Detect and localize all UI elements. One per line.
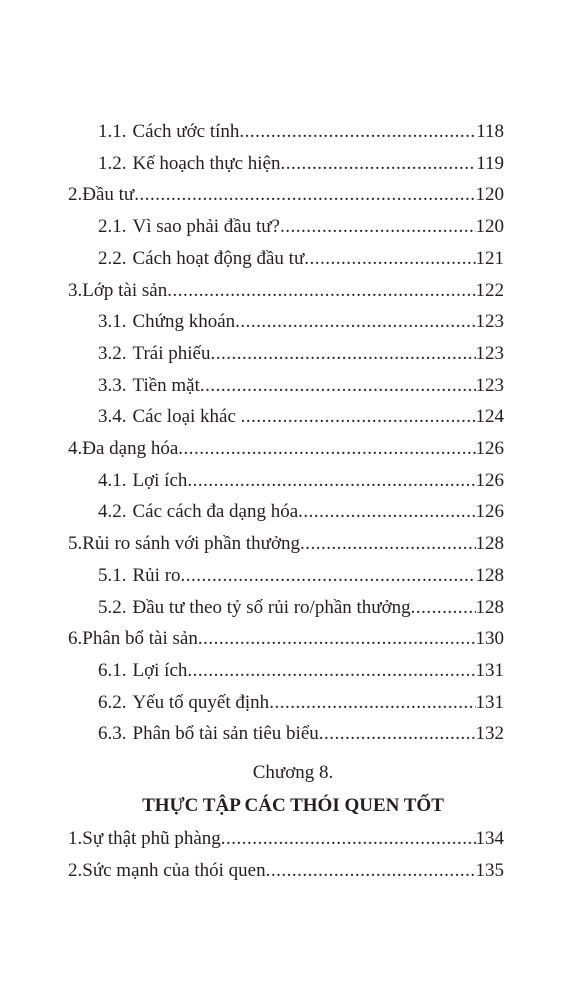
toc-entry-line <box>68 624 504 654</box>
dot-leader <box>134 180 475 210</box>
toc-entry-number: 3.1. <box>98 311 127 332</box>
toc-entry-number: 3.3. <box>98 375 127 396</box>
toc-entry-line <box>98 593 504 623</box>
toc-entry-page-number: 128 <box>475 565 504 586</box>
toc-entry-page-number: 126 <box>475 438 504 459</box>
toc-entry-line <box>98 371 504 401</box>
toc-entry-title: Rủi ro <box>132 565 181 586</box>
toc-entry-line <box>98 656 504 686</box>
toc-entry-page-number: 131 <box>475 692 504 713</box>
toc-entry-title: Phân bổ tài sản <box>82 628 198 649</box>
toc-entry-page-number: 128 <box>475 533 504 554</box>
toc-entry-number: 2.2. <box>98 248 127 269</box>
toc-entry-number: 1. <box>68 828 83 849</box>
toc-entry-number: 3.4. <box>98 406 127 427</box>
toc-entry <box>0 180 586 210</box>
toc-entry <box>0 624 586 654</box>
toc-entry-title: Lợi ích <box>132 470 188 491</box>
toc-entry-line <box>68 529 504 559</box>
chapter-title: THỰC TẬP CÁC THÓI QUEN TỐT <box>142 795 444 816</box>
toc-entry-line <box>98 688 504 718</box>
dot-leader <box>411 593 476 623</box>
toc-entry <box>0 307 586 337</box>
toc-entry-page-number: 123 <box>475 375 504 396</box>
toc-entry-line <box>98 117 504 147</box>
toc-entry <box>0 117 586 147</box>
toc-entry-title: Các cách đa dạng hóa <box>132 501 299 522</box>
toc-entry-page-number: 131 <box>475 660 504 681</box>
toc-entry-title: Đầu tư theo tỷ số rủi ro/phần thưởng <box>132 597 411 618</box>
toc-entry-line <box>98 402 504 432</box>
toc-entry-line <box>98 149 504 179</box>
toc-entry-title: Các loại khác <box>132 406 241 427</box>
toc-entry-number: 2. <box>68 184 83 205</box>
dot-leader <box>304 244 475 274</box>
toc-entry <box>0 371 586 401</box>
toc-entry-title: Lớp tài sản <box>82 280 168 301</box>
dot-leader <box>280 212 476 242</box>
toc-entry-page-number: 122 <box>475 280 504 301</box>
dot-leader <box>269 688 475 718</box>
dot-leader <box>300 529 476 559</box>
toc-entry-line <box>98 212 504 242</box>
toc-entry-page-number: 120 <box>475 184 504 205</box>
toc-entry <box>0 244 586 274</box>
toc-entry-page-number: 135 <box>475 860 504 881</box>
toc-entry-number: 6.2. <box>98 692 127 713</box>
toc-entry <box>0 688 586 718</box>
toc-entry-line <box>98 244 504 274</box>
toc-entry-line <box>68 434 504 464</box>
toc-entry-page-number: 119 <box>476 153 504 174</box>
toc-entry-page-number: 126 <box>475 470 504 491</box>
toc-entry-title: Phân bổ tài sản tiêu biểu <box>132 723 319 744</box>
toc-entry-number: 5.2. <box>98 597 127 618</box>
toc-entry-page-number: 130 <box>475 628 504 649</box>
dot-leader <box>178 434 475 464</box>
dot-leader <box>200 371 476 401</box>
toc-entry-title: Vì sao phải đầu tư? <box>132 216 280 237</box>
toc-entry-title: Kế hoạch thực hiện <box>132 153 281 174</box>
toc-entry-number: 6.3. <box>98 723 127 744</box>
dot-leader <box>241 402 476 432</box>
toc-entry-number: 2. <box>68 860 83 881</box>
toc-entry <box>0 276 586 306</box>
toc-entry <box>0 212 586 242</box>
toc-entry-title: Cách ước tính <box>132 121 240 142</box>
dot-leader <box>239 117 476 147</box>
toc-entry <box>0 529 586 559</box>
dot-leader <box>210 339 475 369</box>
toc-entry-line <box>68 824 504 854</box>
chapter-label: Chương 8. <box>252 762 334 783</box>
dot-leader <box>235 307 475 337</box>
toc-entry-number: 6. <box>68 628 83 649</box>
dot-leader <box>198 624 476 654</box>
toc-entry-number: 2.1. <box>98 216 127 237</box>
toc-entry-line <box>68 856 504 886</box>
toc-entry <box>0 561 586 591</box>
toc-entry-number: 6.1. <box>98 660 127 681</box>
toc-entry <box>0 824 586 854</box>
toc-entry-line <box>98 466 504 496</box>
toc-entry-number: 5.1. <box>98 565 127 586</box>
toc-entry <box>0 149 586 179</box>
toc-entry-title: Sức mạnh của thói quen <box>82 860 266 881</box>
dot-leader <box>281 149 477 179</box>
toc-entry <box>0 466 586 496</box>
toc-entry-line <box>98 339 504 369</box>
toc-entry-title: Yếu tố quyết định <box>132 692 270 713</box>
toc-entry-title: Sự thật phũ phàng <box>82 828 221 849</box>
toc-entry-number: 1.2. <box>98 153 127 174</box>
toc-entry-line <box>68 276 504 306</box>
toc-entry-number: 1.1. <box>98 121 127 142</box>
toc-entry-page-number: 123 <box>475 343 504 364</box>
toc-entry-title: Lợi ích <box>132 660 188 681</box>
toc-entry <box>0 719 586 749</box>
toc-entry <box>0 593 586 623</box>
toc-entry-page-number: 132 <box>475 723 504 744</box>
dot-leader <box>181 561 476 591</box>
toc-entry-page-number: 134 <box>475 828 504 849</box>
toc-entry-line <box>98 307 504 337</box>
dot-leader <box>221 824 476 854</box>
toc-entry-line <box>98 719 504 749</box>
toc-entry-number: 5. <box>68 533 83 554</box>
dot-leader <box>298 497 475 527</box>
toc-entry-title: Trái phiếu <box>132 343 211 364</box>
toc-entry-page-number: 118 <box>476 121 504 142</box>
dot-leader <box>266 856 476 886</box>
toc-entry-title: Chứng khoán <box>132 311 236 332</box>
dot-leader <box>319 719 476 749</box>
toc-entry-title: Rủi ro sánh với phần thưởng <box>82 533 300 554</box>
toc-entry-title: Đầu tư <box>82 184 135 205</box>
dot-leader <box>187 466 475 496</box>
toc-entry-page-number: 123 <box>475 311 504 332</box>
toc-entry <box>0 856 586 886</box>
toc-entry-line <box>98 561 504 591</box>
toc-entry-page-number: 128 <box>475 597 504 618</box>
toc-entry <box>0 339 586 369</box>
toc-entry <box>0 656 586 686</box>
toc-entry-title: Tiền mặt <box>132 375 200 396</box>
toc-entry <box>0 434 586 464</box>
toc-entry-line <box>68 180 504 210</box>
dot-leader <box>167 276 475 306</box>
toc-entry-number: 3. <box>68 280 83 301</box>
toc-entry-number: 4.2. <box>98 501 127 522</box>
toc-entry-page-number: 121 <box>475 248 504 269</box>
toc-entry-title: Đa dạng hóa <box>82 438 179 459</box>
toc-entry-page-number: 120 <box>475 216 504 237</box>
toc-entry <box>0 402 586 432</box>
toc-entry-number: 4. <box>68 438 83 459</box>
toc-entry-page-number: 126 <box>475 501 504 522</box>
toc-entry-line <box>98 497 504 527</box>
toc-entry-number: 4.1. <box>98 470 127 491</box>
toc-entry-page-number: 124 <box>475 406 504 427</box>
toc-entry <box>0 497 586 527</box>
toc-entry-title: Cách hoạt động đầu tư <box>132 248 305 269</box>
toc-entry-number: 3.2. <box>98 343 127 364</box>
dot-leader <box>187 656 475 686</box>
